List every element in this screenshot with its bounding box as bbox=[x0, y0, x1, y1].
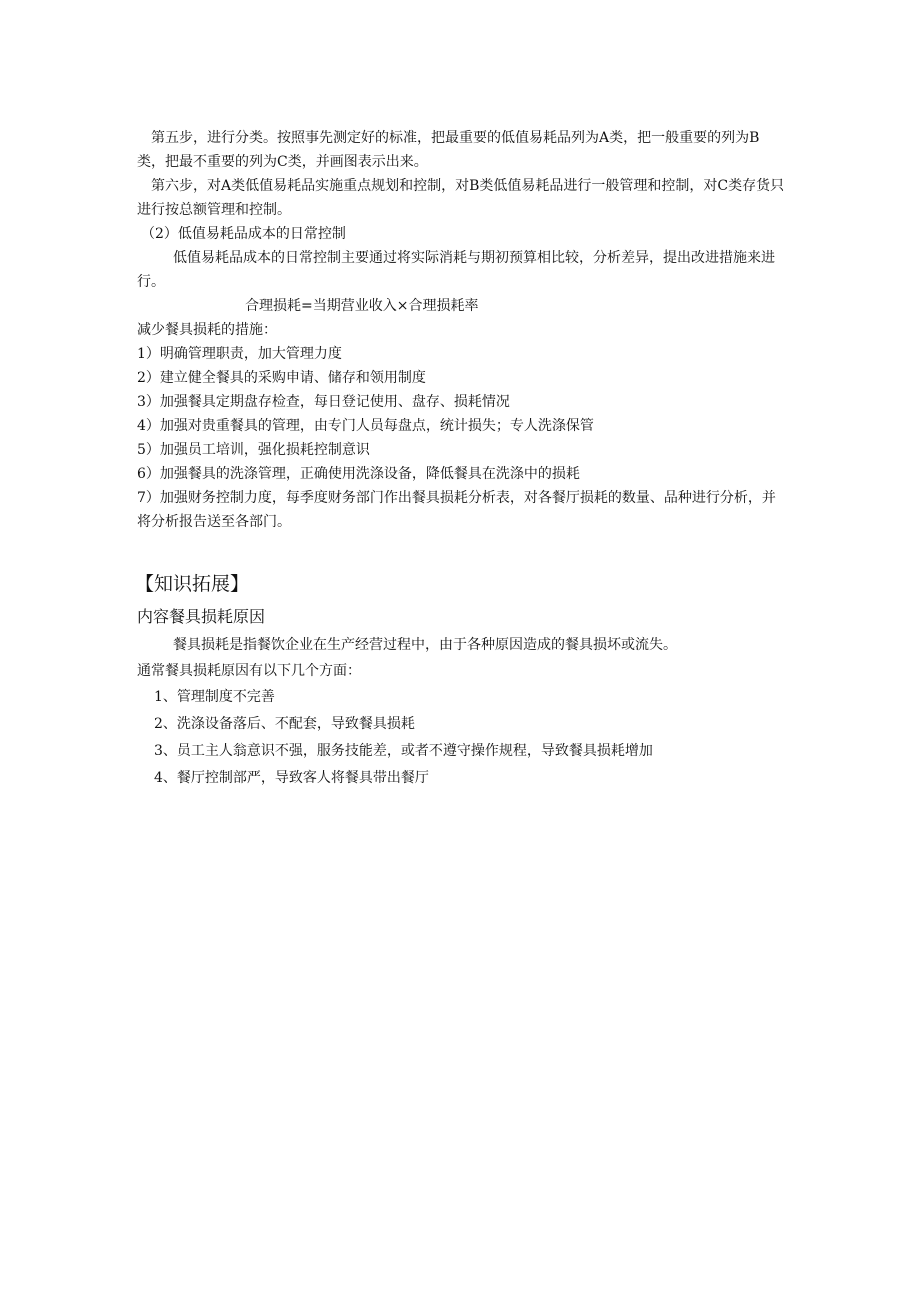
measure-item: 3）加强餐具定期盘存检查，每日登记使用、盘存、损耗情况 bbox=[137, 394, 510, 410]
formula-reasonable-loss: 合理损耗=当期营业收入×合理损耗率 bbox=[245, 298, 479, 314]
paragraph-step6: 第六步，对A类低值易耗品实施重点规划和控制，对B类低值易耗品进行一般管理和控制，对C类存货只进行按总额管理和控制。 bbox=[137, 178, 785, 218]
measure-item: 2）建立健全餐具的采购申请、储存和领用制度 bbox=[137, 370, 426, 386]
reason-item: 2、洗涤设备落后、不配套，导致餐具损耗 bbox=[154, 716, 415, 732]
measures-title: 减少餐具损耗的措施： bbox=[137, 322, 277, 338]
paragraph-definition: 餐具损耗是指餐饮企业在生产经营过程中，由于各种原因造成的餐具损坏或流失。 bbox=[173, 637, 677, 653]
subheading-daily-control: （2）低值易耗品成本的日常控制 bbox=[141, 226, 346, 242]
measure-item: 1）明确管理职责，加大管理力度 bbox=[137, 346, 342, 362]
document-content bbox=[137, 126, 787, 792]
paragraph-step5: 第五步，进行分类。按照事先测定好的标准，把最重要的低值易耗品列为A类，把一般重要的列为B类，把最不重要的列为C类，并画图表示出来。 bbox=[137, 130, 760, 170]
section-spacer bbox=[137, 534, 787, 570]
measure-item: 7）加强财务控制力度，每季度财务部门作出餐具损耗分析表，对各餐厅损耗的数量、品种进行分析，并将分析报告送至各部门。 bbox=[137, 490, 776, 530]
extension-body bbox=[137, 632, 787, 792]
reasons-subheading: 内容餐具损耗原因 bbox=[137, 607, 266, 626]
reason-item: 3、员工主人翁意识不强，服务技能差，或者不遵守操作规程，导致餐具损耗增加 bbox=[154, 743, 653, 759]
measure-item: 4）加强对贵重餐具的管理，由专门人员每盘点，统计损失；专人洗涤保管 bbox=[137, 418, 594, 434]
measure-item: 5）加强员工培训，强化损耗控制意识 bbox=[137, 442, 370, 458]
measure-item: 6）加强餐具的洗涤管理，正确使用洗涤设备，降低餐具在洗涤中的损耗 bbox=[137, 466, 580, 482]
paragraph-daily-control: 低值易耗品成本的日常控制主要通过将实际消耗与期初预算相比较，分析差异，提出改进措施来进行。 bbox=[137, 250, 775, 290]
reason-item: 4、餐厅控制部严，导致客人将餐具带出餐厅 bbox=[154, 770, 429, 786]
knowledge-extension-heading: 【知识拓展】 bbox=[135, 573, 250, 595]
reasons-title: 通常餐具损耗原因有以下几个方面： bbox=[137, 663, 361, 679]
reason-item: 1、管理制度不完善 bbox=[154, 689, 275, 705]
